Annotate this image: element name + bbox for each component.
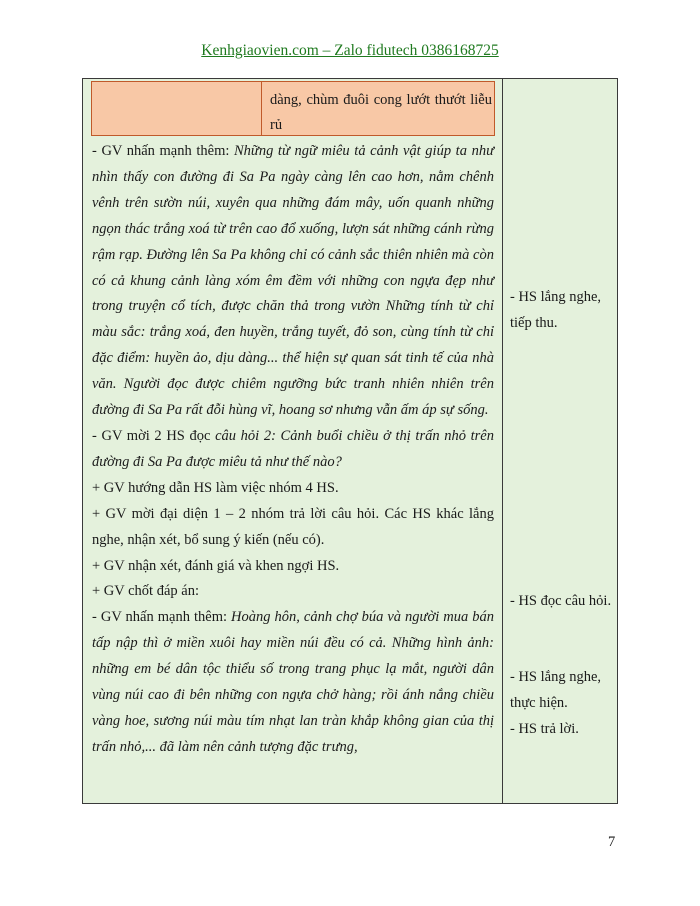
paragraph-invite: + GV mời đại diện 1 – 2 nhóm trả lời câu hỏi. Các HS khác lắng nghe, nhận xét, bổ sung ý kiến (nếu có).: [92, 505, 494, 548]
column-divider: [502, 79, 503, 803]
page-header[interactable]: Kenhgiaovien.com – Zalo fidutech 0386168725: [201, 42, 499, 59]
teacher-activities: [92, 139, 494, 761]
student-response-4: - HS trả lời.: [510, 721, 579, 737]
student-response-3: - HS lắng nghe, thực hiện.: [510, 669, 602, 711]
student-response-1: - HS lắng nghe, tiếp thu.: [510, 289, 602, 331]
paragraph-emphasis-2: - GV nhấn mạnh thêm: Hoàng hôn, cảnh chợ búa và người mua bán tấp nập thì ở miền xuôi hay miền núi đều có cả. Những hình ảnh: những em bé dân tộc thiểu số trong trang phục lạ mắt, người dân vùng núi cao đi bên những con ngựa chở hàng; rồi ánh nắng chiều vàng hoe, sương núi màu tím nhạt lan tràn khắp không gian của thị trấn nhỏ,... đã làm nên cảnh tượng đặc trưng,: [92, 609, 494, 755]
highlighted-cell: [91, 81, 495, 136]
lesson-table: [82, 78, 618, 804]
student-response-2: - HS đọc câu hỏi.: [510, 593, 612, 609]
paragraph-group-work: + GV hướng dẫn HS làm việc nhóm 4 HS.: [92, 479, 339, 496]
paragraph-evaluate: + GV nhận xét, đánh giá và khen ngợi HS.: [92, 557, 340, 574]
page-number: 7: [608, 834, 616, 850]
paragraph-emphasis-1: - GV nhấn mạnh thêm: Những từ ngữ miêu tả cảnh vật giúp ta như nhìn thấy con đường đi Sa Pa ngày càng lên cao hơn, nằm chênh vênh trên sườn núi, xuyên qua những đám mây, uốn quanh những ngọn thác trắng xoá từ trên cao đổ xuống, lượn sát những cánh rừng rậm rạp. Đường lên Sa Pa không chỉ có cảnh sắc thiên nhiên mà còn có cả khung cảnh làng xóm êm đềm với những con ngựa đẹp như trong truyện cổ tích, được chăn thả trong vườn Những tính từ chỉ màu sắc: trắng xoá, đen huyền, trắng tuyết, đỏ son, cùng tính từ chỉ đặc điểm: huyền ảo, dịu dàng... thể hiện sự quan sát tinh tế của nhà văn. Người đọc được chiêm ngưỡng bức tranh nhiên nhiên trên đường đi Sa Pa rất đỗi hùng vĩ, hoang sơ nhưng vẫn ấm áp sự sống.: [92, 143, 494, 419]
paragraph-question-2: - GV mời 2 HS đọc câu hỏi 2: Cảnh buổi chiều ở thị trấn nhỏ trên đường đi Sa Pa được miêu tả như thế nào?: [92, 427, 494, 470]
inner-column-divider: [261, 82, 262, 135]
paragraph-answer: + GV chốt đáp án:: [92, 583, 199, 600]
highlighted-cell-text: dàng, chùm đuôi cong lướt thướt liễu rủ: [270, 92, 492, 133]
